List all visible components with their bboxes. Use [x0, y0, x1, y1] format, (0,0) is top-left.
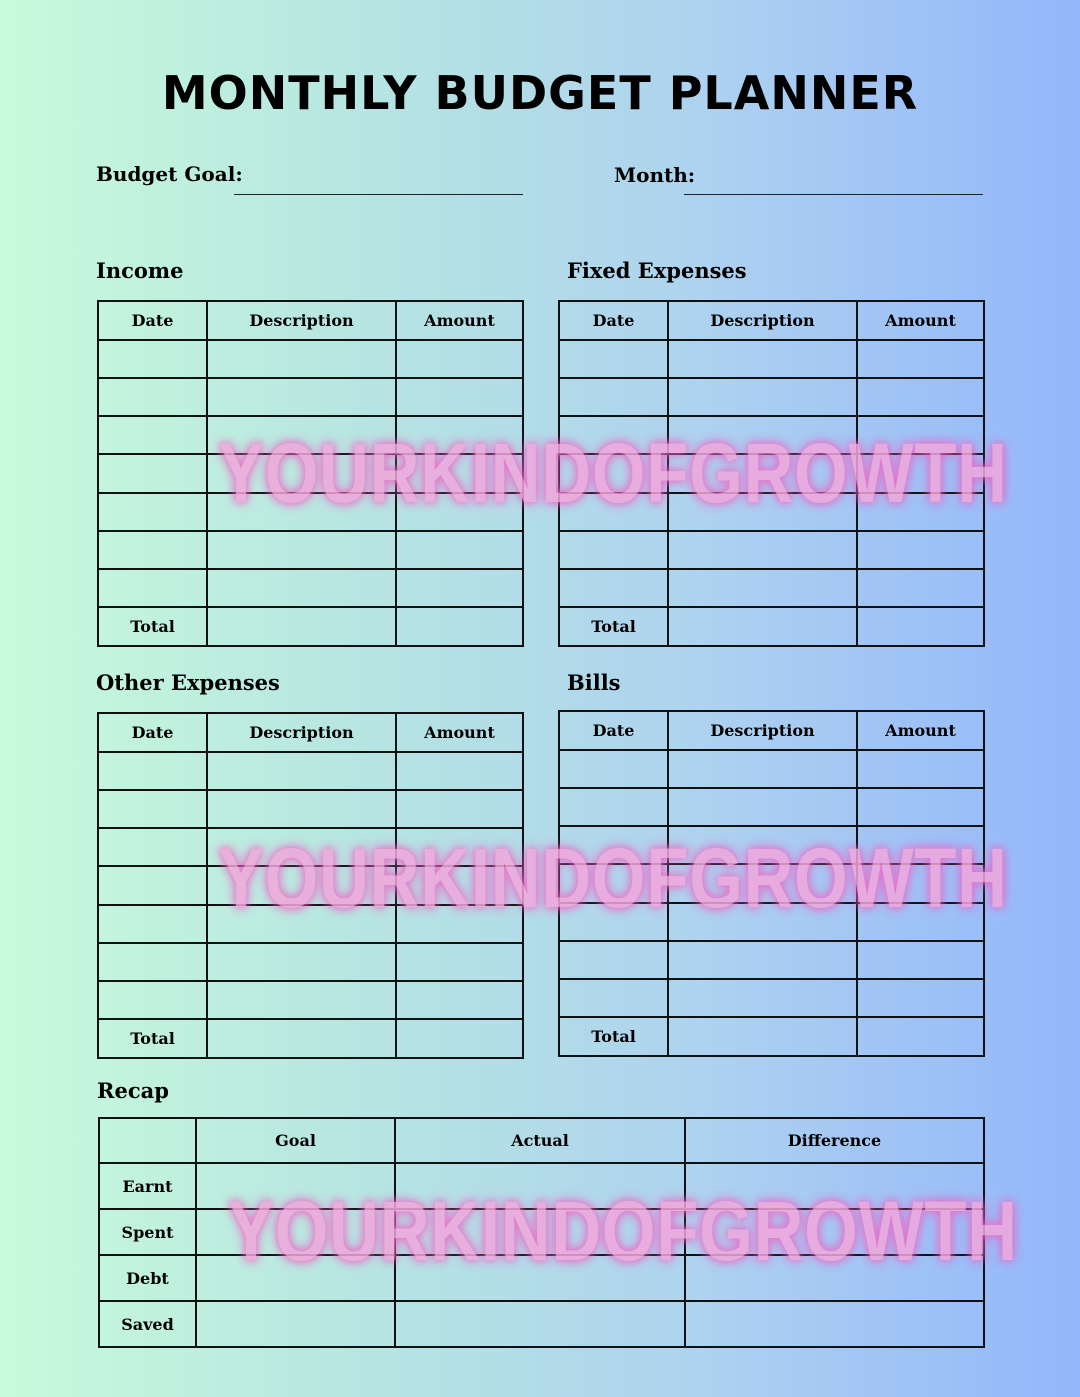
table-cell[interactable] [207, 943, 396, 981]
amount-header: Amount [857, 711, 984, 750]
table-cell[interactable] [668, 826, 857, 864]
table-cell[interactable] [857, 826, 984, 864]
watermark-bottom: YOURKINDOFGROWTH [228, 1184, 1018, 1278]
table-cell[interactable] [207, 378, 396, 416]
table-cell[interactable] [668, 531, 857, 569]
table-cell[interactable] [98, 828, 207, 866]
table-cell[interactable] [559, 979, 668, 1017]
table-cell[interactable] [857, 378, 984, 416]
description-header: Description [668, 711, 857, 750]
total-label: Total [559, 607, 668, 646]
income-title: Income [96, 258, 184, 283]
table-cell[interactable] [396, 454, 523, 492]
recap-table [98, 1117, 985, 1348]
fixed-expenses-title: Fixed Expenses [567, 258, 747, 283]
recap-row-debt: Debt [99, 1255, 196, 1301]
table-cell[interactable] [668, 788, 857, 826]
budget-goal-line[interactable] [234, 194, 523, 195]
table-cell[interactable] [196, 1255, 395, 1301]
bills-title: Bills [567, 670, 621, 695]
table-cell[interactable] [857, 750, 984, 788]
table-cell[interactable] [98, 905, 207, 943]
table-cell[interactable] [857, 454, 984, 492]
table-cell[interactable] [559, 531, 668, 569]
table-cell[interactable] [207, 454, 396, 492]
table-cell[interactable] [98, 569, 207, 607]
amount-header: Amount [396, 301, 523, 340]
table-cell[interactable] [559, 493, 668, 531]
table-cell[interactable] [207, 981, 396, 1019]
watermark-middle: YOURKINDOFGROWTH [218, 831, 1008, 925]
table-cell[interactable] [98, 752, 207, 790]
date-header: Date [559, 301, 668, 340]
table-cell[interactable] [857, 531, 984, 569]
total-label: Total [98, 607, 207, 646]
table-cell[interactable] [559, 416, 668, 454]
table-cell[interactable] [668, 607, 857, 646]
table-cell[interactable] [668, 941, 857, 979]
date-header: Date [98, 713, 207, 752]
total-amount-cell[interactable] [857, 1017, 984, 1056]
table-cell[interactable] [196, 1163, 395, 1209]
table-cell[interactable] [559, 569, 668, 607]
table-cell[interactable] [396, 493, 523, 531]
table-cell[interactable] [396, 569, 523, 607]
table-cell[interactable] [857, 569, 984, 607]
table-cell[interactable] [559, 903, 668, 941]
table-cell[interactable] [857, 864, 984, 902]
table-cell[interactable] [668, 493, 857, 531]
recap-row-saved: Saved [99, 1301, 196, 1347]
table-cell[interactable] [207, 531, 396, 569]
table-cell[interactable] [207, 416, 396, 454]
table-cell[interactable] [685, 1255, 984, 1301]
total-amount-cell[interactable] [857, 607, 984, 646]
table-cell[interactable] [559, 454, 668, 492]
table-cell[interactable] [668, 1017, 857, 1056]
table-cell[interactable] [396, 752, 523, 790]
table-cell[interactable] [396, 340, 523, 378]
table-cell[interactable] [207, 790, 396, 828]
total-amount-cell[interactable] [396, 1019, 523, 1058]
table-cell[interactable] [98, 981, 207, 1019]
table-cell[interactable] [668, 569, 857, 607]
table-cell[interactable] [207, 752, 396, 790]
recap-header-goal: Goal [196, 1118, 395, 1163]
table-cell[interactable] [207, 569, 396, 607]
table-cell[interactable] [98, 943, 207, 981]
table-cell[interactable] [396, 905, 523, 943]
table-cell[interactable] [857, 903, 984, 941]
table-cell[interactable] [559, 864, 668, 902]
table-cell[interactable] [98, 340, 207, 378]
table-cell[interactable] [668, 378, 857, 416]
recap-header-difference: Difference [685, 1118, 984, 1163]
table-cell[interactable] [559, 826, 668, 864]
description-header: Description [668, 301, 857, 340]
table-cell[interactable] [207, 828, 396, 866]
table-cell[interactable] [207, 493, 396, 531]
amount-header: Amount [857, 301, 984, 340]
table-cell[interactable] [668, 864, 857, 902]
description-header: Description [207, 301, 396, 340]
table-cell[interactable] [396, 531, 523, 569]
table-cell[interactable] [396, 790, 523, 828]
table-cell[interactable] [396, 828, 523, 866]
table-cell[interactable] [857, 493, 984, 531]
other-expenses-title: Other Expenses [96, 670, 280, 695]
table-cell[interactable] [207, 905, 396, 943]
table-cell[interactable] [668, 340, 857, 378]
total-label: Total [98, 1019, 207, 1058]
table-cell[interactable] [559, 340, 668, 378]
table-cell[interactable] [396, 943, 523, 981]
month-label: Month: [614, 163, 696, 187]
recap-corner-cell [99, 1118, 196, 1163]
table-cell[interactable] [207, 340, 396, 378]
fixed-expenses-table [558, 300, 985, 647]
table-cell[interactable] [668, 750, 857, 788]
budget-goal-label: Budget Goal: [96, 162, 243, 186]
table-cell[interactable] [559, 750, 668, 788]
income-table [97, 300, 524, 647]
table-cell[interactable] [98, 378, 207, 416]
recap-row-spent: Spent [99, 1209, 196, 1255]
table-cell[interactable] [668, 454, 857, 492]
table-cell[interactable] [395, 1255, 685, 1301]
table-cell[interactable] [668, 903, 857, 941]
table-cell[interactable] [98, 866, 207, 904]
table-cell[interactable] [98, 454, 207, 492]
table-cell[interactable] [668, 979, 857, 1017]
table-cell[interactable] [396, 981, 523, 1019]
table-cell[interactable] [857, 941, 984, 979]
other-expenses-table [97, 712, 524, 1059]
watermark-top: YOURKINDOFGROWTH [218, 426, 1008, 520]
table-cell[interactable] [559, 378, 668, 416]
table-cell[interactable] [207, 1019, 396, 1058]
table-cell[interactable] [559, 788, 668, 826]
table-cell[interactable] [98, 493, 207, 531]
table-cell[interactable] [396, 416, 523, 454]
total-label: Total [559, 1017, 668, 1056]
table-cell[interactable] [396, 866, 523, 904]
table-cell[interactable] [668, 416, 857, 454]
table-cell[interactable] [395, 1301, 685, 1347]
table-cell[interactable] [196, 1301, 395, 1347]
table-cell[interactable] [196, 1209, 395, 1255]
month-line[interactable] [684, 194, 983, 195]
table-cell[interactable] [98, 416, 207, 454]
total-amount-cell[interactable] [396, 607, 523, 646]
table-cell[interactable] [559, 941, 668, 979]
recap-row-earnt: Earnt [99, 1163, 196, 1209]
description-header: Description [207, 713, 396, 752]
table-cell[interactable] [857, 979, 984, 1017]
table-cell[interactable] [396, 378, 523, 416]
date-header: Date [559, 711, 668, 750]
table-cell[interactable] [395, 1209, 685, 1255]
table-cell[interactable] [207, 607, 396, 646]
recap-header-actual: Actual [395, 1118, 685, 1163]
table-cell[interactable] [395, 1163, 685, 1209]
amount-header: Amount [396, 713, 523, 752]
recap-title: Recap [97, 1078, 169, 1103]
table-cell[interactable] [98, 790, 207, 828]
table-cell[interactable] [857, 416, 984, 454]
table-cell[interactable] [685, 1301, 984, 1347]
table-cell[interactable] [685, 1209, 984, 1255]
bills-table [558, 710, 985, 1057]
date-header: Date [98, 301, 207, 340]
table-cell[interactable] [857, 788, 984, 826]
table-cell[interactable] [857, 340, 984, 378]
table-cell[interactable] [207, 866, 396, 904]
table-cell[interactable] [98, 531, 207, 569]
page-title: MONTHLY BUDGET PLANNER [161, 66, 919, 120]
table-cell[interactable] [685, 1163, 984, 1209]
